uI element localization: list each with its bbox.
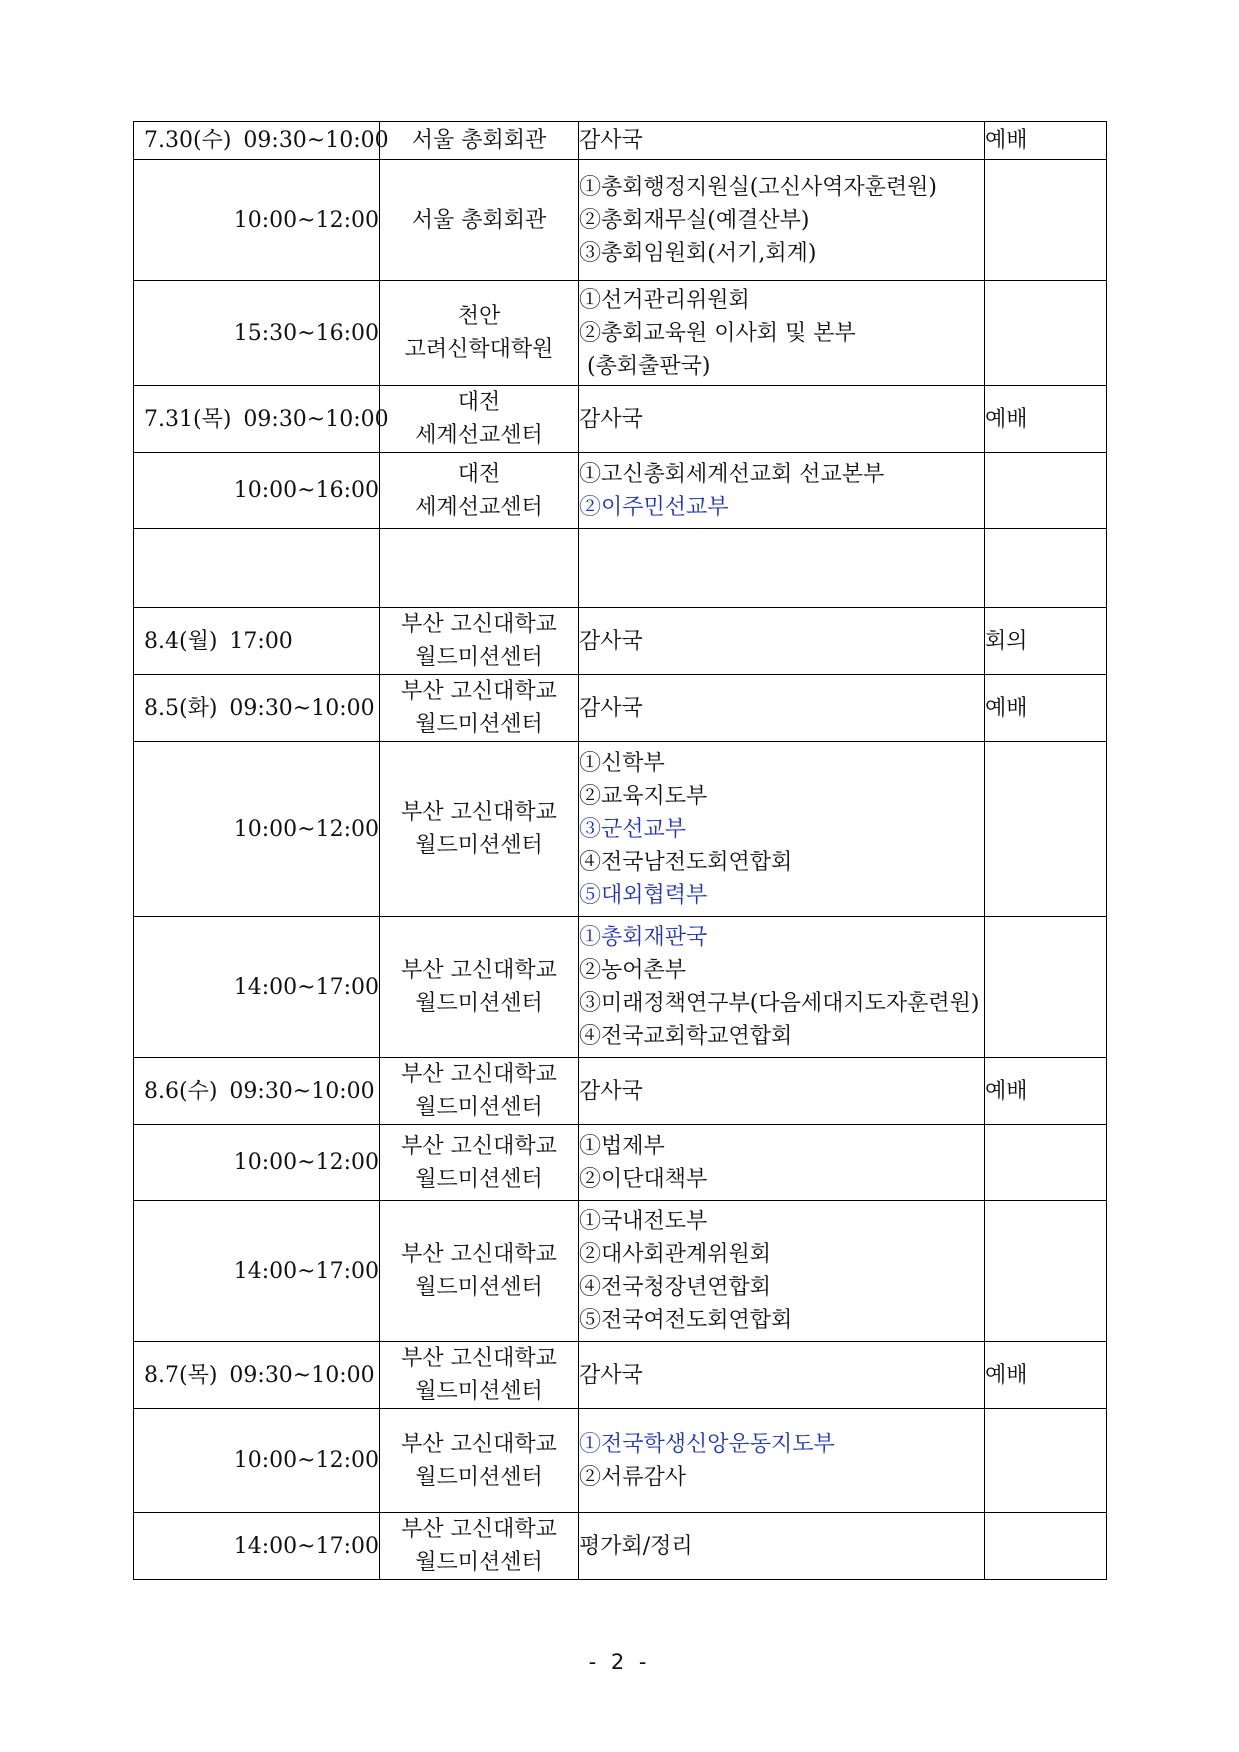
place-line: 부산 고신대학교 (401, 958, 557, 983)
target-item: ②서류감사 (579, 1464, 687, 1490)
target-cell (579, 1201, 985, 1342)
place-line: 부산 고신대학교 (401, 1242, 557, 1267)
place-line: 부산 고신대학교 (401, 1517, 557, 1542)
place-line: 세계선교센터 (415, 423, 543, 448)
time-label: 10:00~12:00 (233, 816, 379, 842)
target-cell (579, 917, 985, 1058)
table-row (134, 1201, 1107, 1342)
target-cell (579, 1409, 985, 1513)
place-line: 대전 (457, 461, 501, 487)
time-cell (134, 1342, 380, 1409)
place-cell (380, 160, 579, 281)
time-label: 09:30~10:00 (243, 406, 389, 432)
target-item: 감사국 (579, 1362, 643, 1388)
place-cell (380, 1342, 579, 1409)
time-cell (134, 160, 380, 281)
target-item: ②총회재무실(예결산부) (579, 207, 810, 233)
place-line: 월드미션센터 (415, 833, 543, 858)
target-item: ③총회임원회(서기,회계) (579, 240, 817, 266)
date-label: 8.7(목) (144, 1362, 218, 1388)
table-row (134, 742, 1107, 917)
table-row (134, 529, 1107, 608)
schedule-table (133, 121, 1107, 1580)
table-row (134, 453, 1107, 529)
target-cell (579, 1342, 985, 1409)
note-cell (985, 917, 1107, 1058)
target-item: ②총회교육원 이사회 및 본부 (579, 320, 856, 346)
note-cell: 예배 (985, 386, 1107, 453)
note-cell: 예배 (985, 122, 1107, 160)
date-label: 8.5(화) (144, 695, 218, 721)
time-label: 09:30~10:00 (229, 1078, 375, 1104)
time-cell (134, 1125, 380, 1201)
target-item: ②교육지도부 (579, 783, 708, 809)
target-cell (579, 1125, 985, 1201)
place-cell (380, 529, 579, 608)
note-cell (985, 1409, 1107, 1513)
target-item: ①법제부 (579, 1133, 665, 1159)
target-cell (579, 675, 985, 742)
schedule-body (134, 122, 1107, 1580)
time-label: 09:30~10:00 (243, 128, 389, 153)
target-item: ②농어촌부 (579, 958, 687, 983)
table-row (134, 281, 1107, 386)
place-cell (380, 1125, 579, 1201)
place-cell (380, 1058, 579, 1125)
target-item: ①총회행정지원실(고신사역자훈련원) (579, 174, 937, 200)
place-line: 월드미션센터 (415, 1275, 543, 1300)
target-cell (579, 742, 985, 917)
place-line: 월드미션센터 (415, 645, 543, 670)
place-line: 천안 (457, 304, 501, 329)
time-cell (134, 1409, 380, 1513)
table-row (134, 675, 1107, 742)
target-item: ①신학부 (579, 750, 665, 776)
target-item: ③미래정책연구부(다음세대지도자훈련원) (579, 991, 980, 1016)
target-item: ⑤대외협력부 (579, 882, 708, 908)
date-label: 8.4(월) (144, 628, 218, 654)
place-line: 부산 고신대학교 (401, 800, 557, 825)
table-row (134, 122, 1107, 160)
time-cell (134, 917, 380, 1058)
place-cell (380, 386, 579, 453)
time-label: 09:30~10:00 (229, 1362, 375, 1388)
place-cell (380, 1201, 579, 1342)
time-label: 14:00~17:00 (233, 1258, 379, 1284)
time-label: 10:00~12:00 (233, 207, 379, 233)
time-cell (134, 675, 380, 742)
target-item: (총회출판국) (587, 353, 711, 379)
time-cell (134, 742, 380, 917)
place-line: 월드미션센터 (415, 991, 543, 1016)
target-item: 감사국 (579, 628, 643, 654)
time-cell (134, 281, 380, 386)
time-label: 10:00~12:00 (233, 1448, 379, 1473)
page-number: - 2 - (588, 1650, 651, 1674)
target-item: ②이주민선교부 (579, 494, 729, 520)
time-label: 09:30~10:00 (229, 695, 375, 721)
place-cell (380, 675, 579, 742)
time-label: 15:30~16:00 (233, 320, 379, 346)
target-item: ②이단대책부 (579, 1166, 708, 1192)
place-line: 서울 총회회관 (411, 128, 547, 153)
place-cell (380, 453, 579, 529)
target-cell (579, 1058, 985, 1125)
date-label: 7.30(수) (144, 128, 232, 153)
place-cell (380, 608, 579, 675)
place-line: 월드미션센터 (415, 1095, 543, 1120)
time-cell (134, 1513, 380, 1580)
place-line: 세계선교센터 (415, 494, 543, 520)
place-line: 월드미션센터 (415, 1166, 543, 1192)
time-cell (134, 1058, 380, 1125)
target-item: ①국내전도부 (579, 1209, 708, 1234)
time-label: 14:00~17:00 (233, 974, 379, 1000)
target-cell (579, 160, 985, 281)
time-label: 10:00~12:00 (233, 1150, 379, 1175)
place-line: 월드미션센터 (415, 1379, 543, 1404)
place-line: 부산 고신대학교 (401, 1346, 557, 1371)
place-line: 부산 고신대학교 (401, 1062, 557, 1087)
note-cell (985, 281, 1107, 386)
note-cell: 예배 (985, 1342, 1107, 1409)
target-cell (579, 386, 985, 453)
place-line: 월드미션센터 (415, 712, 543, 737)
target-cell (579, 608, 985, 675)
place-line: 부산 고신대학교 (401, 1431, 557, 1457)
note-cell (985, 742, 1107, 917)
note-cell: 회의 (985, 608, 1107, 675)
note-cell (985, 1201, 1107, 1342)
target-item: 감사국 (579, 695, 643, 721)
target-item: ④전국남전도회연합회 (579, 849, 793, 875)
time-cell (134, 529, 380, 608)
time-cell (134, 1201, 380, 1342)
place-line: 서울 총회회관 (411, 207, 547, 233)
target-cell (579, 281, 985, 386)
table-row (134, 1409, 1107, 1513)
place-line: 월드미션센터 (415, 1550, 543, 1575)
target-cell (579, 122, 985, 160)
target-item: 감사국 (579, 1078, 643, 1104)
table-row (134, 1125, 1107, 1201)
place-line: 월드미션센터 (415, 1464, 543, 1490)
time-cell (134, 453, 380, 529)
note-cell (985, 1513, 1107, 1580)
note-cell (985, 453, 1107, 529)
time-cell (134, 122, 389, 160)
time-label: 14:00~17:00 (233, 1533, 379, 1559)
target-item: 감사국 (579, 406, 643, 432)
place-line: 고려신학대학원 (404, 337, 554, 362)
target-item: 평가회/정리 (579, 1533, 693, 1559)
target-item: ②대사회관계위원회 (579, 1242, 772, 1267)
table-row (134, 917, 1107, 1058)
table-row (134, 160, 1107, 281)
target-item: ③군선교부 (579, 816, 687, 842)
target-item: ④전국청장년연합회 (579, 1275, 772, 1300)
time-label: 10:00~16:00 (233, 478, 379, 503)
place-cell (380, 917, 579, 1058)
note-cell (985, 529, 1107, 608)
target-item: ①총회재판국 (579, 925, 708, 950)
note-cell: 예배 (985, 1058, 1107, 1125)
time-label: 17:00 (229, 628, 293, 654)
place-line: 부산 고신대학교 (401, 612, 557, 637)
date-label: 7.31(목) (144, 406, 232, 432)
table-row (134, 608, 1107, 675)
time-cell (134, 608, 380, 675)
table-row (134, 386, 1107, 453)
target-item: ①전국학생신앙운동지도부 (579, 1431, 835, 1457)
table-row (134, 1513, 1107, 1580)
table-row (134, 1342, 1107, 1409)
target-item: ①선거관리위원회 (579, 287, 750, 313)
target-cell (579, 1513, 985, 1580)
place-line: 부산 고신대학교 (401, 679, 557, 704)
place-cell (380, 1513, 579, 1580)
note-cell (985, 160, 1107, 281)
place-cell (380, 1409, 579, 1513)
note-cell (985, 1125, 1107, 1201)
place-line: 대전 (457, 390, 501, 415)
table-row (134, 1058, 1107, 1125)
target-cell (579, 453, 985, 529)
place-line: 부산 고신대학교 (401, 1133, 557, 1159)
date-label: 8.6(수) (144, 1078, 218, 1104)
target-item: 감사국 (579, 128, 643, 153)
target-item: ④전국교회학교연합회 (579, 1024, 793, 1049)
place-cell (380, 281, 579, 386)
note-cell: 예배 (985, 675, 1107, 742)
target-cell (579, 529, 985, 608)
time-cell (134, 386, 389, 453)
target-item: ⑤전국여전도회연합회 (579, 1308, 793, 1333)
place-cell (380, 742, 579, 917)
target-item: ①고신총회세계선교회 선교본부 (579, 461, 885, 487)
place-cell (380, 122, 579, 160)
